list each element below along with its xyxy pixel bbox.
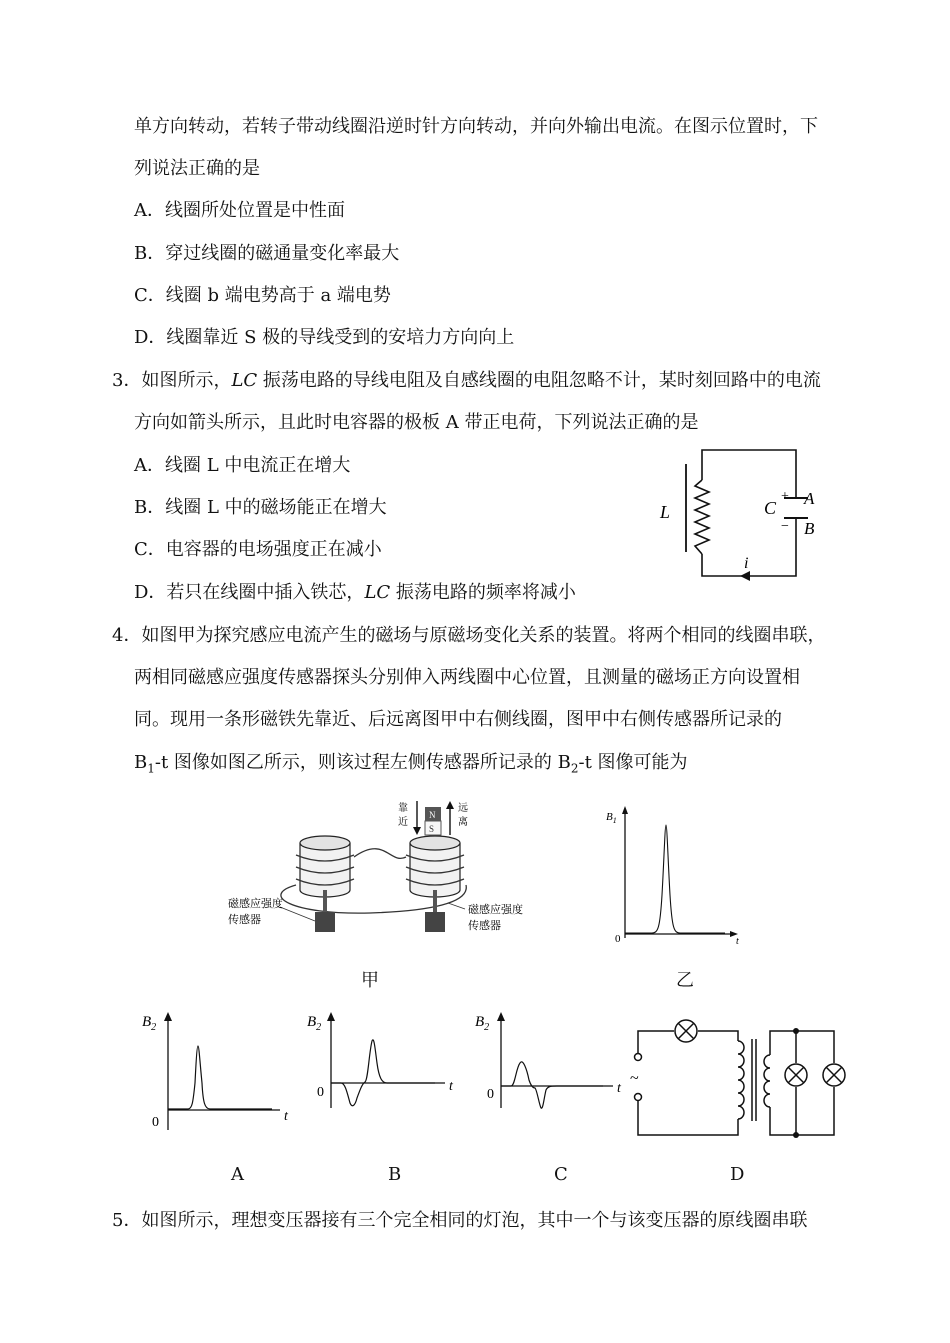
left-coil-top [300, 836, 350, 850]
lc-label-C: C [764, 498, 777, 518]
q4-stem-line3: 同。现用一条形磁铁先靠近、后远离图甲中右侧线圈，图甲中右侧传感器所记录的 [134, 709, 782, 730]
q2-option-a: A．线圈所处位置是中性面 [134, 200, 345, 221]
primary-bottom-wire [638, 1101, 738, 1135]
primary-coil [738, 1041, 744, 1119]
far-char-1: 远 [458, 803, 468, 814]
option-c-graph [473, 1008, 633, 1118]
q4-b2-sub: 2 [570, 761, 579, 776]
a-origin: 0 [152, 1115, 159, 1130]
yi-y-arrow-icon [622, 806, 628, 814]
q5-stem1: 如图所示，理想变压器接有三个完全相同的灯泡，其中一个与该变压器的原线圈串联 [141, 1210, 808, 1231]
q4-b1-sub: 1 [147, 761, 155, 776]
junction-top [793, 1028, 799, 1034]
near-char-2: 近 [398, 817, 408, 828]
leave-arrow-icon [446, 801, 454, 809]
q2-option-d: D．线圈靠近 S 极的导线受到的安培力方向向上 [134, 327, 515, 348]
c-xlabel: t [617, 1081, 621, 1096]
primary-top-right-wire [698, 1031, 738, 1041]
q5-number: 5． [112, 1210, 142, 1231]
right-sensor-label-2: 传感器 [468, 920, 501, 932]
lc-label-plus: + [781, 489, 789, 504]
caption-option-c: C [554, 1164, 568, 1185]
caption-jia: 甲 [361, 970, 379, 991]
c-curve [501, 1062, 603, 1108]
a-xlabel: t [284, 1109, 288, 1124]
c-ylabel: $B_2$ [475, 1014, 490, 1033]
yi-origin: 0 [615, 933, 621, 945]
q2-stem-line2: 列说法正确的是 [134, 158, 260, 179]
caption-option-d: D [730, 1164, 745, 1185]
right-sensor-box [425, 912, 445, 932]
a-curve [168, 1046, 272, 1109]
q4-stem1: 如图甲为探究感应电流产生的磁场与原磁场变化关系的装置。将两个相同的线圈串联， [141, 625, 826, 646]
yi-ylabel: $B_1$ [606, 811, 617, 825]
option-a-graph [140, 1008, 300, 1138]
left-sensor-label-1: 磁感应强度 [228, 898, 283, 910]
lc-label-i: i [744, 555, 749, 572]
top-connecting-wire [354, 849, 406, 859]
apparatus-figure-jia [220, 795, 550, 940]
lc-label-L: L [660, 502, 671, 522]
q4-stem-line4 [134, 752, 688, 780]
lc-label-minus: − [781, 519, 789, 534]
option-d-transformer-circuit [626, 1015, 856, 1145]
terminal-bottom [635, 1094, 642, 1101]
q3-option-a: A．线圈 L 中电流正在增大 [134, 455, 351, 476]
lc-current-arrow-icon [740, 571, 750, 581]
q4-stem-line2: 两相同磁感应强度传感器探头分别伸入两线圈中心位置，且测量的磁场正方向设置相 [134, 667, 800, 688]
q3-option-b: B．线圈 L 中的磁场能正在增大 [134, 497, 387, 518]
q2-option-c: C．线圈 b 端电势高于 a 端电势 [134, 285, 391, 306]
right-probe-rod [433, 890, 437, 912]
left-coil-body [300, 843, 350, 897]
q3-stem-line2: 方向如箭头所示，且此时电容器的极板 A 带正电荷，下列说法正确的是 [134, 412, 699, 433]
lc-circuit-figure [650, 440, 850, 585]
c-y-arrow-icon [497, 1012, 505, 1021]
q5-stem-line1 [112, 1210, 807, 1232]
magnet-s-label: S [429, 824, 435, 834]
q3-option-d-b: 振荡电路的频率将减小 [390, 582, 576, 603]
graph-yi [600, 800, 750, 950]
yi-curve [625, 825, 725, 933]
junction-bottom [793, 1132, 799, 1138]
secondary-bottom-wire [770, 1087, 834, 1135]
yi-xlabel: t [736, 936, 739, 947]
lc-label-B: B [804, 519, 815, 538]
lc-label-A: A [804, 489, 815, 508]
q3-option-d-a: D．若只在线圈中插入铁芯， [134, 582, 365, 603]
ac-source-symbol: ~ [630, 1070, 639, 1087]
q4-number: 4． [112, 625, 142, 646]
q3-stem-b: 振荡电路的导线电阻及自感线圈的电阻忽略不计，某时刻回路中的电流 [257, 370, 821, 391]
right-sensor-pointer [448, 903, 465, 909]
caption-option-b: B [388, 1164, 402, 1185]
a-ylabel: $B_2$ [142, 1014, 157, 1033]
caption-option-a: A [231, 1164, 244, 1185]
q2-stem-line1: 单方向转动，若转子带动线圈沿逆时针方向转动，并向外输出电流。在图示位置时，下 [134, 116, 818, 137]
b-xlabel: t [449, 1079, 453, 1094]
q3-option-d-lc: LC [364, 582, 391, 603]
c-origin: 0 [487, 1087, 494, 1102]
a-y-arrow-icon [164, 1012, 172, 1021]
q4-stem-line1 [112, 625, 825, 647]
lc-inductor-coil [695, 480, 709, 554]
terminal-top [635, 1054, 642, 1061]
left-probe-rod [323, 890, 327, 912]
q4-stem4-mid: -t 图像如图乙所示，则该过程左侧传感器所记录的 B [154, 752, 571, 773]
q4-b1: B [134, 752, 148, 773]
b-origin: 0 [317, 1085, 324, 1100]
secondary-coil [764, 1055, 770, 1107]
q3-stem-a: 如图所示， [141, 370, 232, 391]
magnet-n-label: N [429, 810, 436, 820]
q3-lc: LC [231, 370, 258, 391]
left-sensor-box [315, 912, 335, 932]
q3-number: 3． [112, 370, 142, 391]
caption-yi: 乙 [676, 970, 694, 991]
approach-arrow-icon [413, 827, 421, 835]
b-ylabel: $B_2$ [307, 1014, 322, 1033]
option-b-graph [305, 1008, 465, 1118]
b-curve [331, 1040, 435, 1106]
q3-stem-line1 [112, 370, 821, 392]
q3-option-c: C．电容器的电场强度正在减小 [134, 539, 382, 560]
q4-stem4-end: -t 图像可能为 [578, 752, 688, 773]
far-char-2: 离 [458, 817, 468, 828]
b-y-arrow-icon [327, 1012, 335, 1021]
right-coil-body [410, 843, 460, 897]
primary-top-left-wire [638, 1031, 674, 1053]
q3-option-d [134, 582, 576, 604]
right-coil-top [410, 836, 460, 850]
secondary-top-wire [770, 1031, 834, 1063]
left-sensor-label-2: 传感器 [228, 914, 261, 926]
q2-option-b: B．穿过线圈的磁通量变化率最大 [134, 243, 400, 264]
near-char-1: 靠 [398, 803, 408, 814]
right-sensor-label-1: 磁感应强度 [468, 904, 523, 916]
